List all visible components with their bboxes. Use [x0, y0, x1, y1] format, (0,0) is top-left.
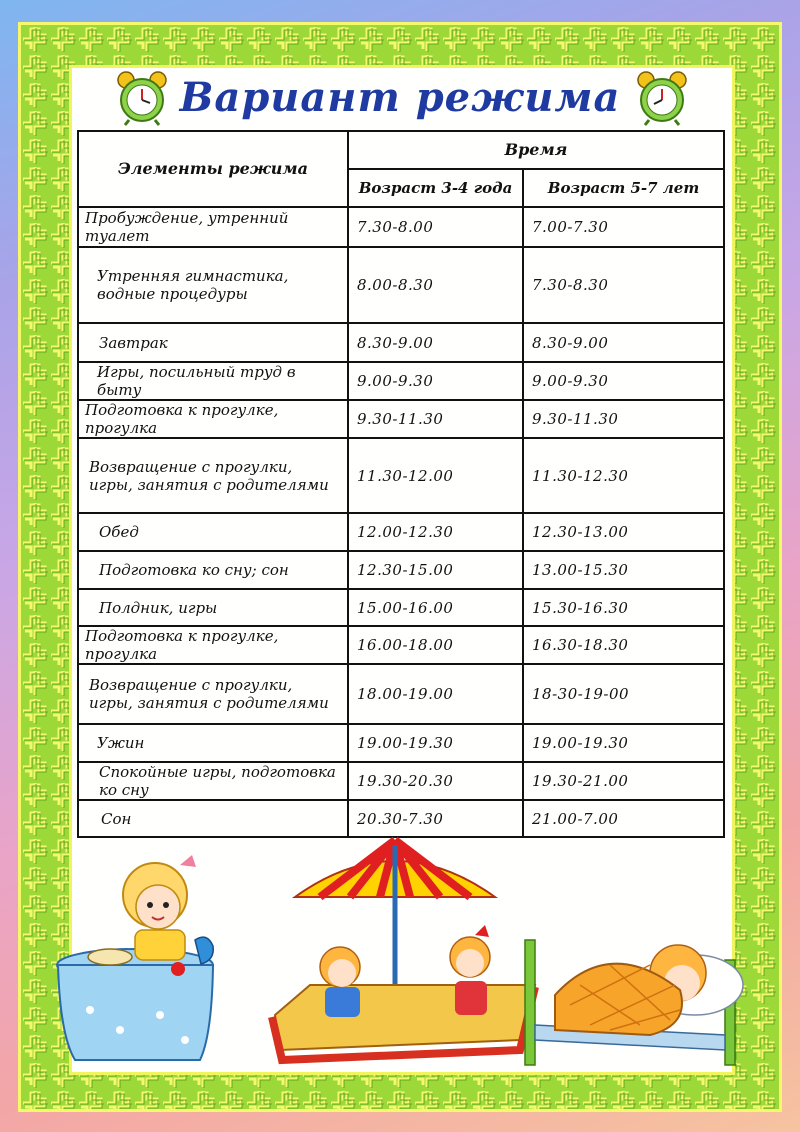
regime-element-cell: Подготовка ко сну; сон — [78, 551, 348, 589]
age-3-4-header: Возраст 3-4 года — [348, 169, 523, 207]
time-5-7-cell: 13.00-15.30 — [523, 551, 724, 589]
sandbox-picture — [272, 840, 535, 1060]
time-3-4-cell: 8.30-9.00 — [348, 323, 523, 362]
time-3-4-cell: 11.30-12.00 — [348, 438, 523, 513]
time-3-4-cell: 9.00-9.30 — [348, 362, 523, 400]
regime-element-cell: Утренняя гимнастика, водные процедуры — [78, 247, 348, 323]
time-5-7-cell: 12.30-13.00 — [523, 513, 724, 551]
table-row — [78, 362, 724, 400]
page-title: Вариант режима — [179, 74, 621, 121]
time-5-7-cell: 21.00-7.00 — [523, 800, 724, 837]
schedule-rows — [78, 207, 724, 837]
time-5-7-cell: 11.30-12.30 — [523, 438, 724, 513]
regime-element-cell: Возвращение с прогулки, игры, занятия с родителями — [78, 438, 348, 513]
time-3-4-cell: 9.30-11.30 — [348, 400, 523, 438]
regime-element-cell: Полдник, игры — [78, 589, 348, 626]
elements-header: Элементы режима — [78, 131, 348, 207]
time-5-7-cell: 7.00-7.30 — [523, 207, 724, 247]
time-3-4-cell: 18.00-19.00 — [348, 664, 523, 724]
regime-element-cell: Сон — [78, 800, 348, 837]
time-3-4-cell: 16.00-18.00 — [348, 626, 523, 664]
table-row — [78, 551, 724, 589]
table-row — [78, 323, 724, 362]
time-3-4-cell: 15.00-16.00 — [348, 589, 523, 626]
table-row — [78, 762, 724, 800]
time-5-7-cell: 16.30-18.30 — [523, 626, 724, 664]
time-3-4-cell: 8.00-8.30 — [348, 247, 523, 323]
time-3-4-cell: 19.30-20.30 — [348, 762, 523, 800]
schedule-table — [77, 130, 725, 838]
time-3-4-cell: 12.30-15.00 — [348, 551, 523, 589]
time-3-4-cell: 19.00-19.30 — [348, 724, 523, 762]
time-3-4-cell: 20.30-7.30 — [348, 800, 523, 837]
time-5-7-cell: 19.30-21.00 — [523, 762, 724, 800]
regime-element-cell: Завтрак — [78, 323, 348, 362]
time-5-7-cell: 9.00-9.30 — [523, 362, 724, 400]
time-5-7-cell: 7.30-8.30 — [523, 247, 724, 323]
time-5-7-cell: 8.30-9.00 — [523, 323, 724, 362]
table-row — [78, 438, 724, 513]
table-row — [78, 664, 724, 724]
eating-girl-picture — [57, 855, 213, 1060]
table-row — [78, 513, 724, 551]
time-5-7-cell: 19.00-19.30 — [523, 724, 724, 762]
table-row — [78, 247, 724, 323]
age-5-7-header: Возраст 5-7 лет — [523, 169, 724, 207]
table-row — [78, 724, 724, 762]
regime-element-cell: Пробуждение, утренний туалет — [78, 207, 348, 247]
regime-element-cell: Обед — [78, 513, 348, 551]
sleeping-boy-picture — [525, 940, 743, 1065]
table-row — [78, 207, 724, 247]
regime-element-cell: Ужин — [78, 724, 348, 762]
table-row — [78, 400, 724, 438]
table-row — [78, 626, 724, 664]
table-header-row — [78, 131, 724, 169]
regime-element-cell: Возвращение с прогулки, игры, занятия с родителями — [78, 664, 348, 724]
regime-element-cell: Игры, посильный труд в быту — [78, 362, 348, 400]
regime-element-cell: Подготовка к прогулке, прогулка — [78, 626, 348, 664]
table-row — [78, 589, 724, 626]
time-3-4-cell: 12.00-12.30 — [348, 513, 523, 551]
time-5-7-cell: 18-30-19-00 — [523, 664, 724, 724]
time-5-7-cell: 15.30-16.30 — [523, 589, 724, 626]
regime-element-cell: Подготовка к прогулке, прогулка — [78, 400, 348, 438]
regime-element-cell: Спокойные игры, подготовка ко сну — [78, 762, 348, 800]
table-row — [78, 800, 724, 837]
time-header: Время — [348, 131, 724, 169]
time-3-4-cell: 7.30-8.00 — [348, 207, 523, 247]
children-illustration — [50, 835, 750, 1080]
time-5-7-cell: 9.30-11.30 — [523, 400, 724, 438]
